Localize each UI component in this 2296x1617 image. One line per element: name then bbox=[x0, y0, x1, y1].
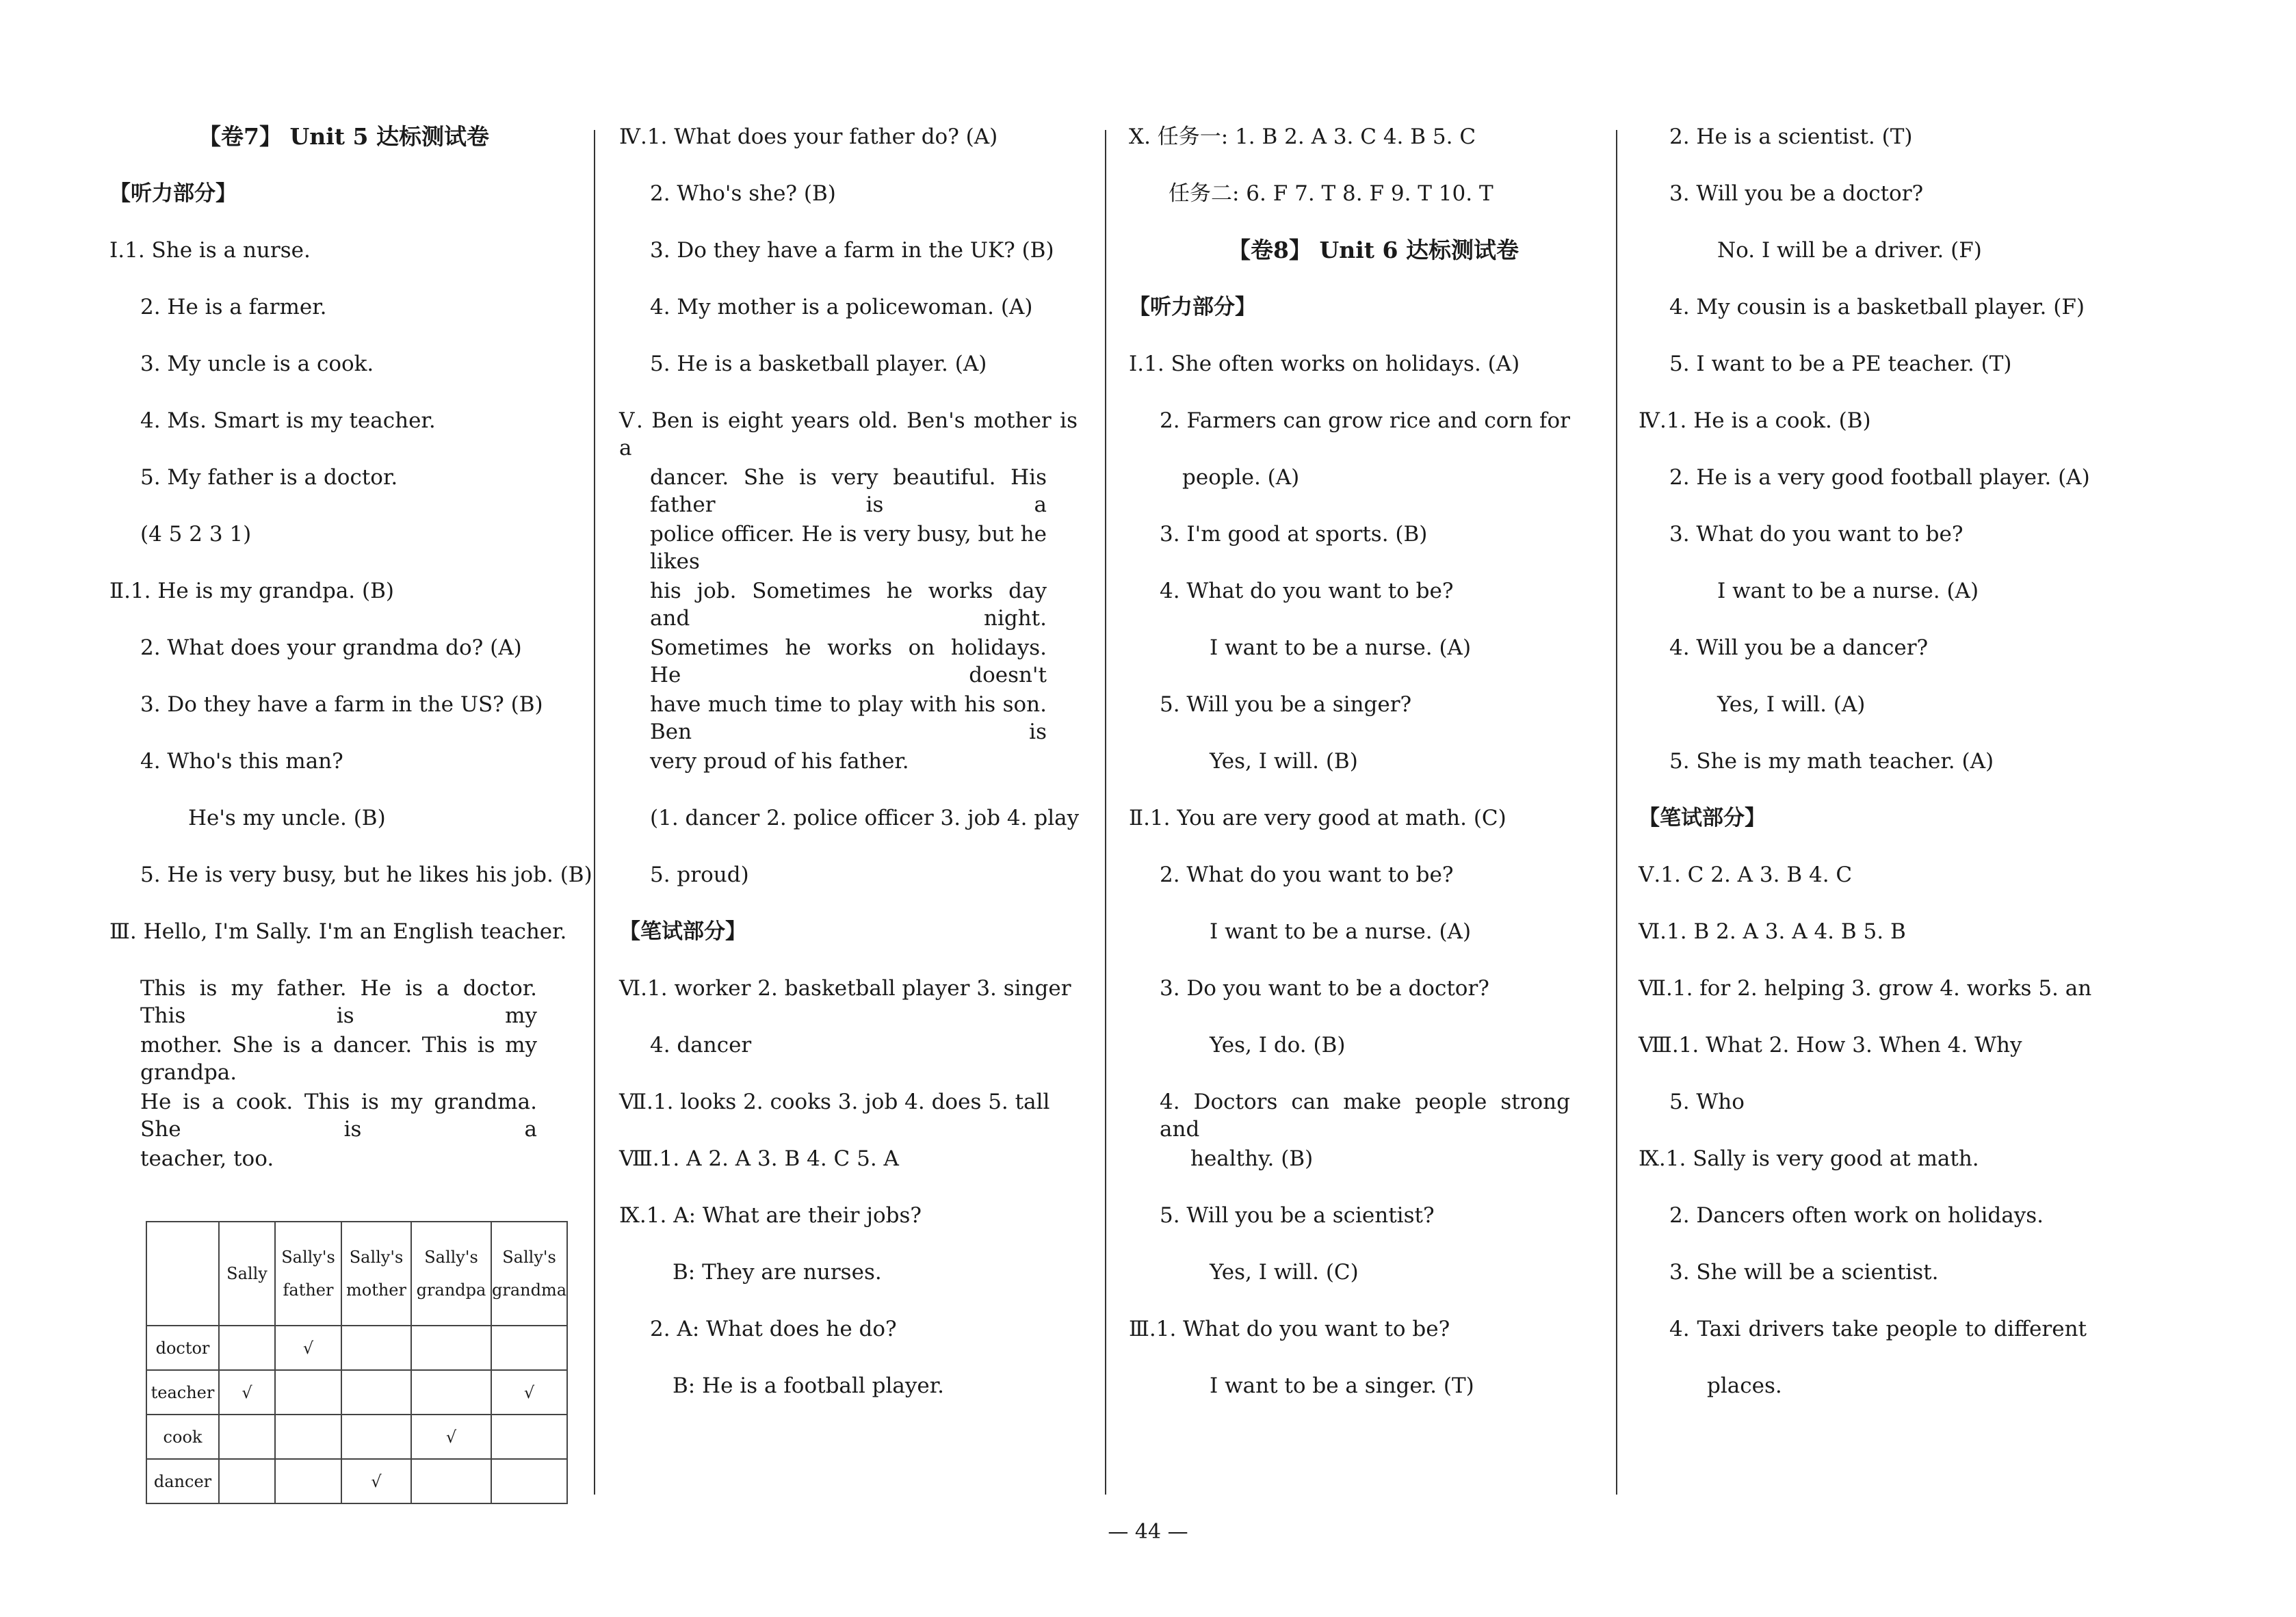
table-header-row bbox=[146, 1222, 567, 1326]
table-cell bbox=[491, 1326, 567, 1370]
answer-line: Ⅱ.1. He is my grandpa. (B) bbox=[109, 579, 394, 603]
table-header-cell: Sally bbox=[219, 1222, 275, 1326]
table-row bbox=[146, 1415, 567, 1459]
answer-line: 4. Who's this man? bbox=[140, 749, 343, 774]
table-cell: doctor bbox=[146, 1326, 219, 1370]
answer-line: 2. What do you want to be? bbox=[1160, 863, 1454, 887]
answer-line: I want to be a nurse. (A) bbox=[1717, 579, 1979, 603]
answer-line: 5. I want to be a PE teacher. (T) bbox=[1669, 352, 2012, 376]
column-divider bbox=[1616, 130, 1617, 1495]
answer-line: very proud of his father. bbox=[650, 749, 909, 774]
answer-line: 4. What do you want to be? bbox=[1160, 579, 1454, 603]
answer-line: mother. She is a dancer. This is my grandpa. bbox=[140, 1033, 537, 1085]
answer-line: 5. proud) bbox=[650, 863, 749, 887]
answer-line: 4. dancer bbox=[650, 1033, 752, 1057]
section-heading: 【笔试部分】 bbox=[619, 919, 746, 944]
table-header-cell: Sally's father bbox=[275, 1222, 341, 1326]
table-cell bbox=[275, 1459, 341, 1503]
table-cell: √ bbox=[341, 1459, 411, 1503]
answer-line: 3. My uncle is a cook. bbox=[140, 352, 374, 376]
page-number: — 44 — bbox=[1108, 1520, 1188, 1544]
answer-line: Ⅴ. Ben is eight years old. Ben's mother is a bbox=[619, 408, 1078, 460]
answer-line: 2. Farmers can grow rice and corn for bbox=[1160, 408, 1570, 433]
answer-line: places. bbox=[1707, 1373, 1782, 1398]
answer-line: 5. He is very busy, but he likes his job. (B) bbox=[140, 863, 592, 887]
answer-line: Ⅸ.1. A: What are their jobs? bbox=[619, 1203, 922, 1228]
column-divider bbox=[594, 130, 595, 1495]
table-header-cell: Sally's mother bbox=[341, 1222, 411, 1326]
answer-line: I want to be a nurse. (A) bbox=[1210, 919, 1472, 944]
answer-line: 4. Doctors can make people strong and bbox=[1160, 1090, 1570, 1142]
answer-line: 4. My cousin is a basketball player. (F) bbox=[1669, 295, 2085, 319]
answer-line: 2. A: What does he do? bbox=[650, 1317, 897, 1341]
answer-line: (4 5 2 3 1) bbox=[140, 522, 252, 547]
answer-line: He is a cook. This is my grandma. She is a bbox=[140, 1090, 537, 1142]
section-heading: 【笔试部分】 bbox=[1639, 806, 1766, 830]
answer-line: This is my father. He is a doctor. This is my bbox=[140, 976, 537, 1028]
answer-line: Ⅸ.1. Sally is very good at math. bbox=[1639, 1146, 1979, 1171]
table-cell bbox=[491, 1459, 567, 1503]
section-heading: 【听力部分】 bbox=[109, 181, 237, 206]
table-header-cell: Sally's grandma bbox=[491, 1222, 567, 1326]
table-cell bbox=[491, 1415, 567, 1459]
answer-line: B: He is a football player. bbox=[673, 1373, 944, 1398]
answer-line: Ⅶ.1. looks 2. cooks 3. job 4. does 5. tall bbox=[619, 1090, 1050, 1114]
table-cell bbox=[275, 1370, 341, 1415]
answer-line: I want to be a nurse. (A) bbox=[1210, 635, 1472, 660]
table-cell bbox=[219, 1326, 275, 1370]
answer-line: 3. Do they have a farm in the US? (B) bbox=[140, 692, 543, 717]
answer-line: 2. What does your grandma do? (A) bbox=[140, 635, 522, 660]
table-cell bbox=[219, 1415, 275, 1459]
section-heading: 【听力部分】 bbox=[1129, 295, 1256, 319]
answer-line: 4. My mother is a policewoman. (A) bbox=[650, 295, 1033, 319]
answer-line: 2. Dancers often work on holidays. bbox=[1669, 1203, 2044, 1228]
answer-line: Yes, I will. (B) bbox=[1210, 749, 1358, 774]
answer-line: Ⅶ.1. for 2. helping 3. grow 4. works 5. an bbox=[1639, 976, 2092, 1001]
table-row bbox=[146, 1370, 567, 1415]
table-cell: √ bbox=[411, 1415, 491, 1459]
answer-line: Ⅳ.1. He is a cook. (B) bbox=[1639, 408, 1871, 433]
family-jobs-table bbox=[146, 1221, 568, 1504]
answer-line: healthy. (B) bbox=[1190, 1146, 1314, 1171]
answer-line: 任务二: 6. F 7. T 8. F 9. T 10. T bbox=[1169, 181, 1493, 206]
answer-line: 4. Will you be a dancer? bbox=[1669, 635, 1929, 660]
answer-line: Yes, I will. (A) bbox=[1717, 692, 1866, 717]
answer-line: No. I will be a driver. (F) bbox=[1717, 238, 1982, 263]
test-title: 【卷7】 Unit 5 达标测试卷 bbox=[198, 123, 489, 150]
answer-line: Ⅰ.1. She is a nurse. bbox=[109, 238, 311, 263]
table-cell bbox=[341, 1326, 411, 1370]
table-cell: cook bbox=[146, 1415, 219, 1459]
answer-line: Ⅷ.1. What 2. How 3. When 4. Why bbox=[1639, 1033, 2022, 1057]
answer-line: Ⅴ.1. C 2. A 3. B 4. C bbox=[1639, 863, 1853, 887]
answer-line: Ⅹ. 任务一: 1. B 2. A 3. C 4. B 5. C bbox=[1129, 124, 1476, 149]
table-cell bbox=[411, 1326, 491, 1370]
answer-line: 3. I'm good at sports. (B) bbox=[1160, 522, 1428, 547]
table-row bbox=[146, 1459, 567, 1503]
answer-line: his job. Sometimes he works day and night. bbox=[650, 579, 1047, 631]
table-cell bbox=[411, 1459, 491, 1503]
answer-line: Ⅱ.1. You are very good at math. (C) bbox=[1129, 806, 1506, 830]
table-cell: √ bbox=[491, 1370, 567, 1415]
answer-line: 3. She will be a scientist. bbox=[1669, 1260, 1939, 1285]
answer-line: Ⅷ.1. A 2. A 3. B 4. C 5. A bbox=[619, 1146, 899, 1171]
answer-line: Ⅵ.1. B 2. A 3. A 4. B 5. B bbox=[1639, 919, 1906, 944]
answer-line: 5. My father is a doctor. bbox=[140, 465, 398, 490]
answer-line: 5. Will you be a scientist? bbox=[1160, 1203, 1435, 1228]
table-cell bbox=[275, 1415, 341, 1459]
table-cell: dancer bbox=[146, 1459, 219, 1503]
answer-line: Ⅵ.1. worker 2. basketball player 3. singer bbox=[619, 976, 1071, 1001]
table-row bbox=[146, 1326, 567, 1370]
table-cell: teacher bbox=[146, 1370, 219, 1415]
answer-line: Ⅲ.1. What do you want to be? bbox=[1129, 1317, 1450, 1341]
table-header-cell bbox=[146, 1222, 219, 1326]
answer-line: 3. Will you be a doctor? bbox=[1669, 181, 1924, 206]
answer-line: 2. Who's she? (B) bbox=[650, 181, 836, 206]
table-cell: √ bbox=[219, 1370, 275, 1415]
answer-line: Ⅰ.1. She often works on holidays. (A) bbox=[1129, 352, 1520, 376]
answer-line: Ⅲ. Hello, I'm Sally. I'm an English teacher. bbox=[109, 919, 567, 944]
answer-line: teacher, too. bbox=[140, 1146, 274, 1171]
answer-line: 5. She is my math teacher. (A) bbox=[1669, 749, 1994, 774]
answer-line: B: They are nurses. bbox=[673, 1260, 882, 1285]
table-cell bbox=[341, 1370, 411, 1415]
table-cell bbox=[411, 1370, 491, 1415]
answer-line: 5. He is a basketball player. (A) bbox=[650, 352, 987, 376]
answer-line: 3. Do you want to be a doctor? bbox=[1160, 976, 1489, 1001]
answer-line: 5. Will you be a singer? bbox=[1160, 692, 1412, 717]
answer-line: 5. Who bbox=[1669, 1090, 1745, 1114]
answer-line: Sometimes he works on holidays. He doesn't bbox=[650, 635, 1047, 687]
answer-line: 2. He is a farmer. bbox=[140, 295, 327, 319]
answer-line: 3. Do they have a farm in the UK? (B) bbox=[650, 238, 1054, 263]
column-divider bbox=[1105, 130, 1106, 1495]
test-title: 【卷8】 Unit 6 达标测试卷 bbox=[1228, 237, 1519, 263]
answer-line: police officer. He is very busy, but he likes bbox=[650, 522, 1047, 574]
table-cell bbox=[341, 1415, 411, 1459]
answer-line: 2. He is a very good football player. (A) bbox=[1669, 465, 2090, 490]
answer-line: He's my uncle. (B) bbox=[188, 806, 386, 830]
table-cell bbox=[219, 1459, 275, 1503]
table-cell: √ bbox=[275, 1326, 341, 1370]
answer-line: I want to be a singer. (T) bbox=[1210, 1373, 1474, 1398]
answer-line: 3. What do you want to be? bbox=[1669, 522, 1964, 547]
answer-line: 2. He is a scientist. (T) bbox=[1669, 124, 1913, 149]
answer-line: 4. Taxi drivers take people to different bbox=[1669, 1317, 2087, 1341]
answer-line: people. (A) bbox=[1182, 465, 1300, 490]
answer-line: Yes, I will. (C) bbox=[1210, 1260, 1359, 1285]
answer-line: (1. dancer 2. police officer 3. job 4. play bbox=[650, 806, 1080, 830]
table-header-cell: Sally's grandpa bbox=[411, 1222, 491, 1326]
answer-line: have much time to play with his son. Ben is bbox=[650, 692, 1047, 744]
answer-line: Yes, I do. (B) bbox=[1210, 1033, 1346, 1057]
answer-line: Ⅳ.1. What does your father do? (A) bbox=[619, 124, 998, 149]
answer-line: dancer. She is very beautiful. His father is a bbox=[650, 465, 1047, 517]
answer-line: 4. Ms. Smart is my teacher. bbox=[140, 408, 436, 433]
